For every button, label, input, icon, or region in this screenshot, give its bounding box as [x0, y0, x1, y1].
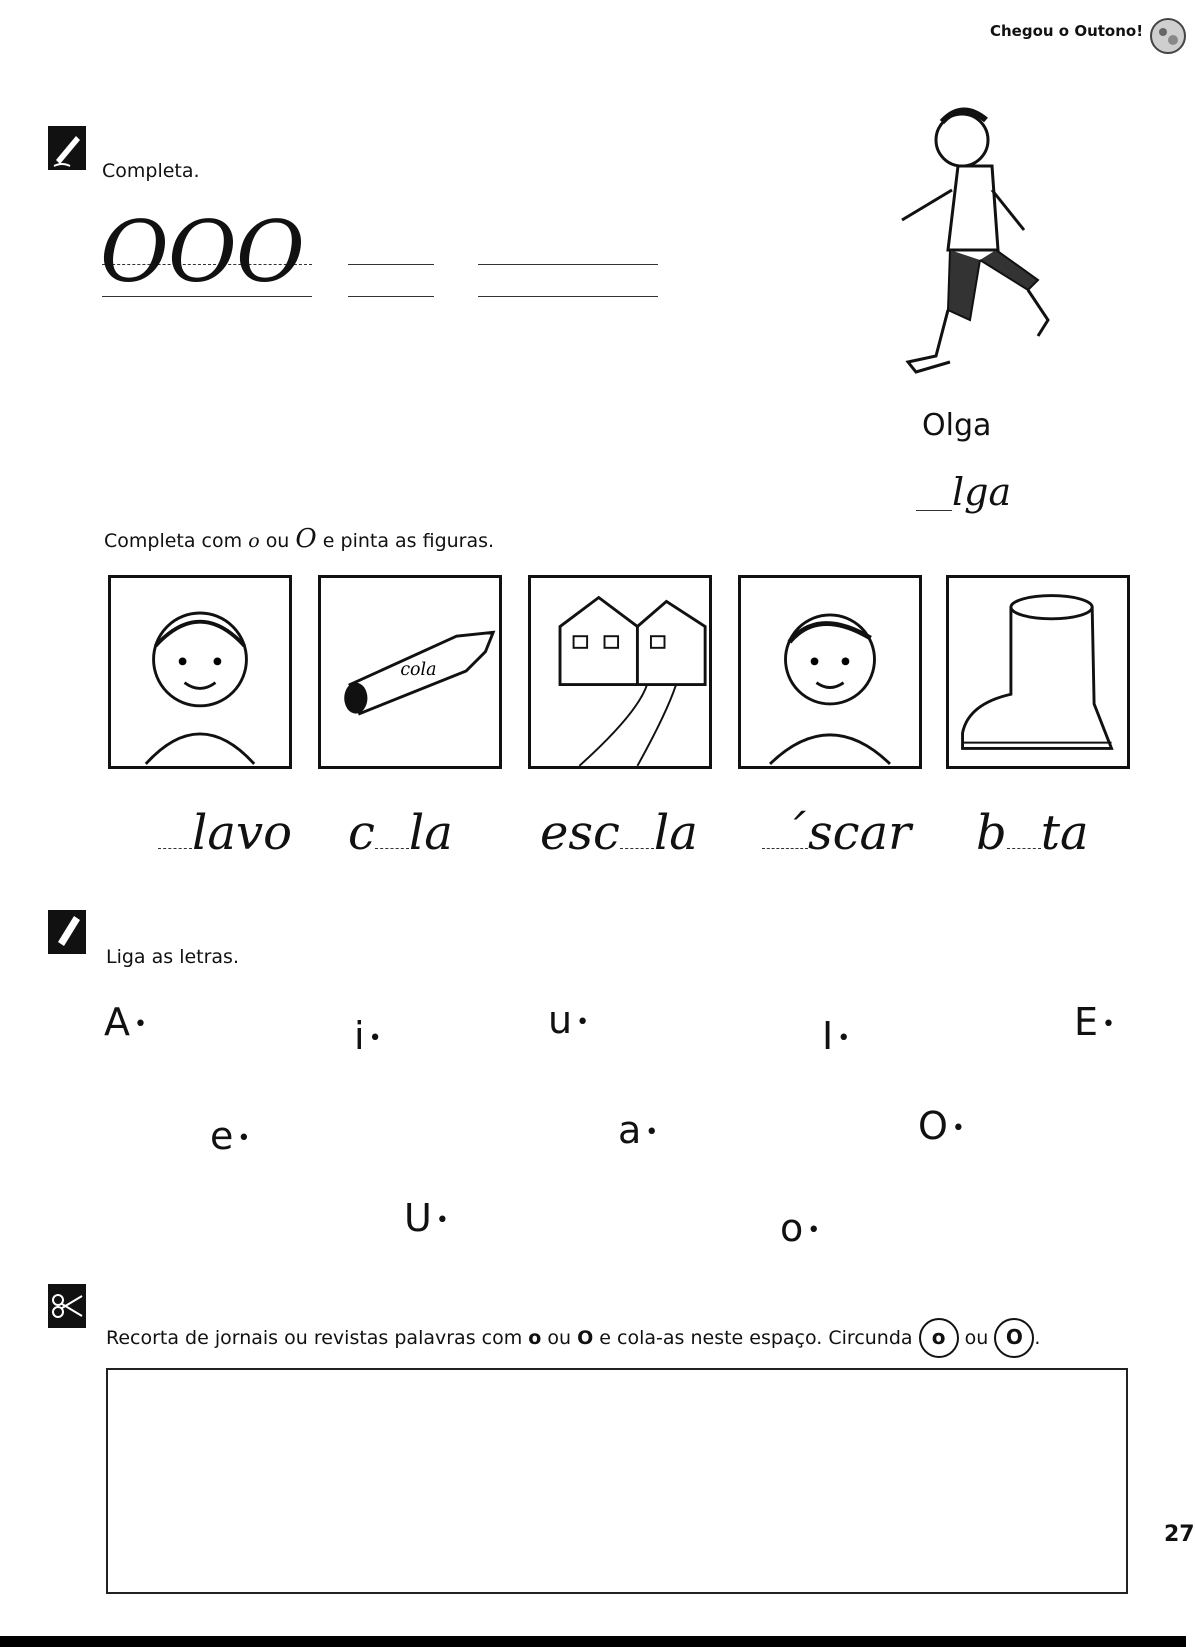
word-to-complete [158, 805, 292, 861]
letter-node[interactable] [404, 1196, 449, 1240]
instruction-joiner: ou [265, 530, 290, 552]
character-name: Olga [922, 408, 992, 443]
letter-text: A [104, 1000, 130, 1044]
letter-node[interactable] [354, 1014, 382, 1058]
letter-node[interactable] [618, 1108, 658, 1152]
connect-dot: • [807, 1218, 821, 1243]
traced-letter: O [100, 203, 169, 301]
connect-dot: • [951, 1116, 965, 1141]
instruction-joiner: ou [964, 1327, 989, 1349]
picture-boot [946, 575, 1130, 769]
bottom-border [0, 1636, 1186, 1647]
leaf-icon [1148, 14, 1186, 60]
letter-text: a [618, 1108, 642, 1152]
letter-text: o [780, 1206, 804, 1250]
connect-dot: • [435, 1208, 449, 1233]
connect-dot: • [368, 1026, 382, 1051]
letter-node[interactable] [822, 1014, 850, 1058]
period: . [1034, 1327, 1041, 1349]
connect-dot: • [1102, 1012, 1115, 1037]
letter-node[interactable] [548, 998, 589, 1042]
letter-node[interactable] [104, 1000, 147, 1044]
connect-dot: • [237, 1126, 251, 1151]
letter-o-tracing-row [98, 203, 718, 306]
svg-text:cola: cola [400, 659, 437, 680]
letter-node[interactable] [1074, 1000, 1115, 1044]
instruction-joiner: ou [547, 1327, 572, 1349]
task2-instruction [104, 524, 494, 554]
upper-o-sample: O [295, 524, 317, 554]
character-partial: lga [952, 470, 1012, 514]
word-pre: c [348, 805, 375, 861]
instruction-text: e pinta as figuras. [322, 530, 495, 552]
bold-upper-o: O [577, 1327, 594, 1349]
pencil-icon [48, 910, 86, 954]
word-post: lavo [192, 805, 292, 861]
word-pre: esc [540, 805, 620, 861]
instruction-text: Recorta de jornais ou revistas palavras com [106, 1327, 523, 1349]
picture-glue-tube [318, 575, 502, 769]
word-post: ́scar [808, 805, 912, 861]
letter-blank[interactable] [375, 848, 409, 849]
letter-node[interactable] [918, 1104, 965, 1148]
connect-dot: • [134, 1012, 147, 1037]
circled-upper-o: O [994, 1318, 1034, 1358]
connect-dot: • [576, 1010, 590, 1035]
word-post: la [408, 805, 453, 861]
word-pre: b [976, 805, 1007, 861]
instruction-text: e cola-as neste espaço. Circunda [599, 1327, 913, 1349]
task4-instruction [106, 1318, 1040, 1358]
picture-boy-portrait [738, 575, 922, 769]
picture-school-building [528, 575, 712, 769]
letter-text: I [822, 1014, 834, 1058]
letter-text: u [548, 998, 573, 1042]
letter-text: U [404, 1196, 432, 1240]
letter-text: O [918, 1104, 948, 1148]
bold-lower-o: o [528, 1327, 542, 1349]
page-number: 27 [1164, 1522, 1195, 1547]
word-to-complete [976, 805, 1089, 861]
picture-boy-face [108, 575, 292, 769]
letter-blank[interactable] [762, 848, 808, 849]
pencil-icon [48, 126, 86, 170]
word-to-complete [762, 805, 911, 861]
letter-node[interactable] [780, 1206, 820, 1250]
word-to-complete [540, 805, 698, 861]
paste-area[interactable] [106, 1368, 1128, 1594]
traced-letter: O [236, 203, 305, 301]
letter-text: i [354, 1014, 365, 1058]
word-post: ta [1040, 805, 1089, 861]
circled-lower-o: o [919, 1318, 959, 1358]
lower-o-sample: o [248, 530, 260, 552]
letter-text: E [1074, 1000, 1099, 1044]
word-to-complete [348, 805, 453, 861]
task3-instruction: Liga as letras. [106, 946, 239, 968]
scissors-icon [48, 1284, 86, 1328]
traced-letter: O [168, 203, 237, 301]
task1-instruction: Completa. [102, 160, 200, 182]
character-name-completion [916, 470, 1056, 520]
letter-text: e [210, 1114, 234, 1158]
word-post: la [653, 805, 698, 861]
connect-dot: • [645, 1120, 659, 1145]
letter-blank[interactable] [158, 848, 192, 849]
girl-running-illustration [888, 100, 1088, 390]
instruction-text: Completa com [104, 530, 243, 552]
letter-blank[interactable] [620, 848, 654, 849]
page-header-title: Chegou o Outono! [990, 22, 1144, 40]
connect-dot: • [837, 1026, 851, 1051]
letter-blank[interactable] [1007, 848, 1041, 849]
letter-node[interactable] [210, 1114, 250, 1158]
